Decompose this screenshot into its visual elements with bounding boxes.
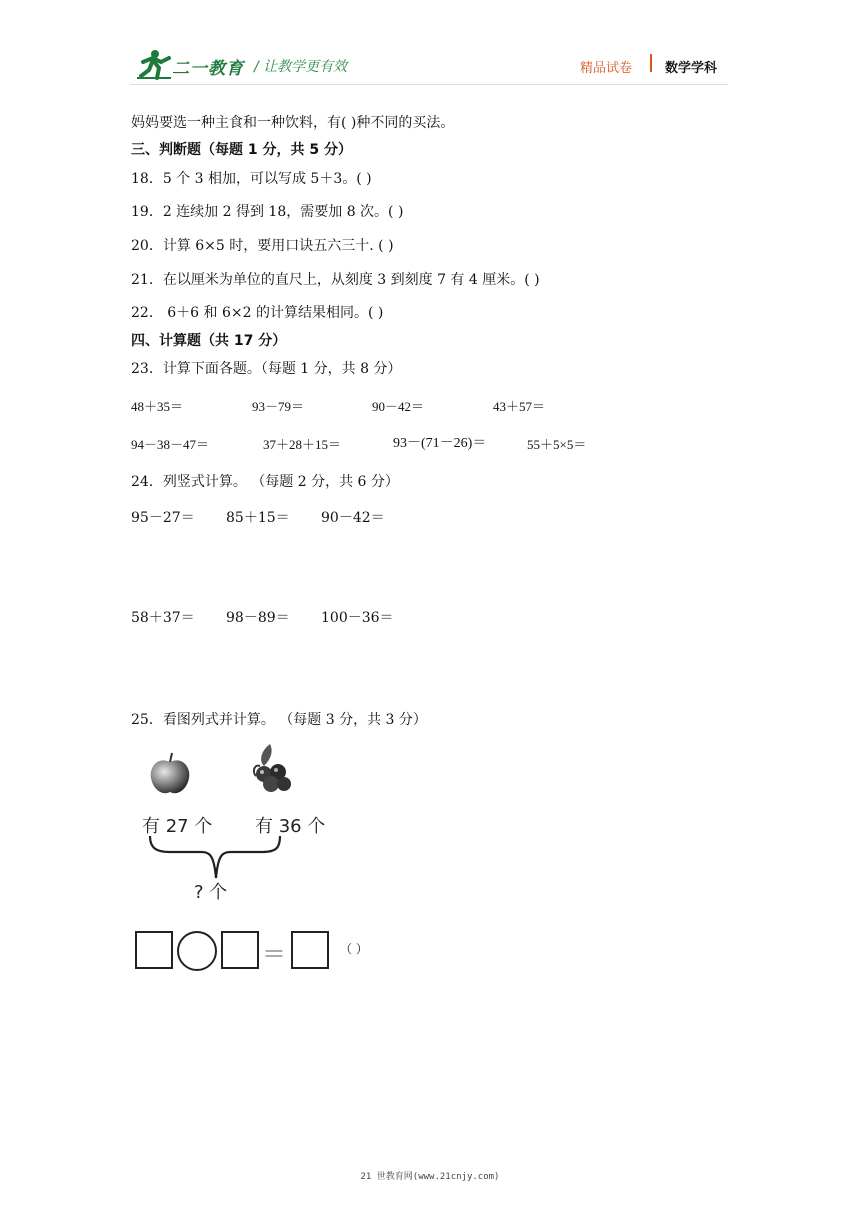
answer-box-2[interactable] — [221, 931, 259, 969]
question-24: 24．列竖式计算。 （每题 2 分，共 6 分） — [131, 474, 399, 490]
operator-circle[interactable] — [177, 931, 217, 971]
section-3-heading: 三、判断题（每题 1 分，共 5 分） — [131, 142, 352, 158]
brand-name: 二一教育 — [172, 59, 244, 79]
brand-slogan: / 让教学更有效 — [254, 59, 348, 75]
vertical-calc-item: 95－27＝ — [131, 510, 195, 526]
header-tag-left: 精品试卷 — [580, 61, 633, 76]
question-23: 23．计算下面各题。（每题 1 分，共 8 分） — [131, 361, 402, 377]
intro-line: 妈妈要选一种主食和一种饮料，有( )种不同的买法。 — [131, 115, 455, 131]
page-footer: 21 世教育网(www.21cnjy.com) — [360, 1172, 500, 1182]
answer-box-3[interactable] — [291, 931, 329, 969]
calc-item: 37＋28＋15＝ — [263, 437, 342, 452]
header-tag-right: 数学学科 — [665, 61, 718, 76]
question-18: 18．5 个 3 相加，可以写成 5＋3。( ) — [131, 171, 372, 187]
apple-icon — [145, 750, 195, 798]
calc-item: 93－79＝ — [252, 399, 305, 414]
question-count-label: ? 个 — [194, 882, 228, 903]
question-20: 20．计算 6×5 时，要用口诀五六三十. ( ) — [131, 238, 394, 254]
left-count-label: 有 27 个 — [142, 816, 213, 837]
calc-item: 48＋35＝ — [131, 399, 184, 414]
question-25: 25．看图列式并计算。 （每题 3 分，共 3 分） — [131, 712, 427, 728]
calc-item: 43＋57＝ — [493, 399, 546, 414]
vertical-calc-item: 85＋15＝ — [226, 510, 290, 526]
header-separator — [650, 54, 652, 72]
calc-item: 93－(71－26)＝ — [393, 436, 487, 451]
question-22: 22． 6＋6 和 6×2 的计算结果相同。( ) — [131, 305, 384, 321]
equals-sign: ＝ — [262, 940, 286, 968]
question-21: 21．在以厘米为单位的直尺上，从刻度 3 到刻度 7 有 4 厘米。( ) — [131, 272, 540, 288]
right-count-label: 有 36 个 — [255, 816, 326, 837]
answer-box-1[interactable] — [135, 931, 173, 969]
brace-icon — [146, 834, 286, 884]
calc-item: 90－42＝ — [372, 399, 425, 414]
vertical-calc-item: 90－42＝ — [321, 510, 385, 526]
vertical-calc-item: 100－36＝ — [321, 610, 394, 626]
calc-item: 94－38－47＝ — [131, 437, 210, 452]
header-divider — [130, 84, 728, 85]
vertical-calc-item: 98－89＝ — [226, 610, 290, 626]
grapes-icon — [248, 742, 298, 796]
unit-paren: （ ） — [340, 942, 368, 956]
brand-logo — [135, 48, 175, 80]
vertical-calc-item: 58＋37＝ — [131, 610, 195, 626]
calc-item: 55＋5×5＝ — [527, 437, 587, 452]
runner-logo-icon — [135, 48, 175, 80]
question-19: 19．2 连续加 2 得到 18，需要加 8 次。( ) — [131, 204, 404, 220]
section-4-heading: 四、计算题（共 17 分） — [131, 333, 287, 349]
